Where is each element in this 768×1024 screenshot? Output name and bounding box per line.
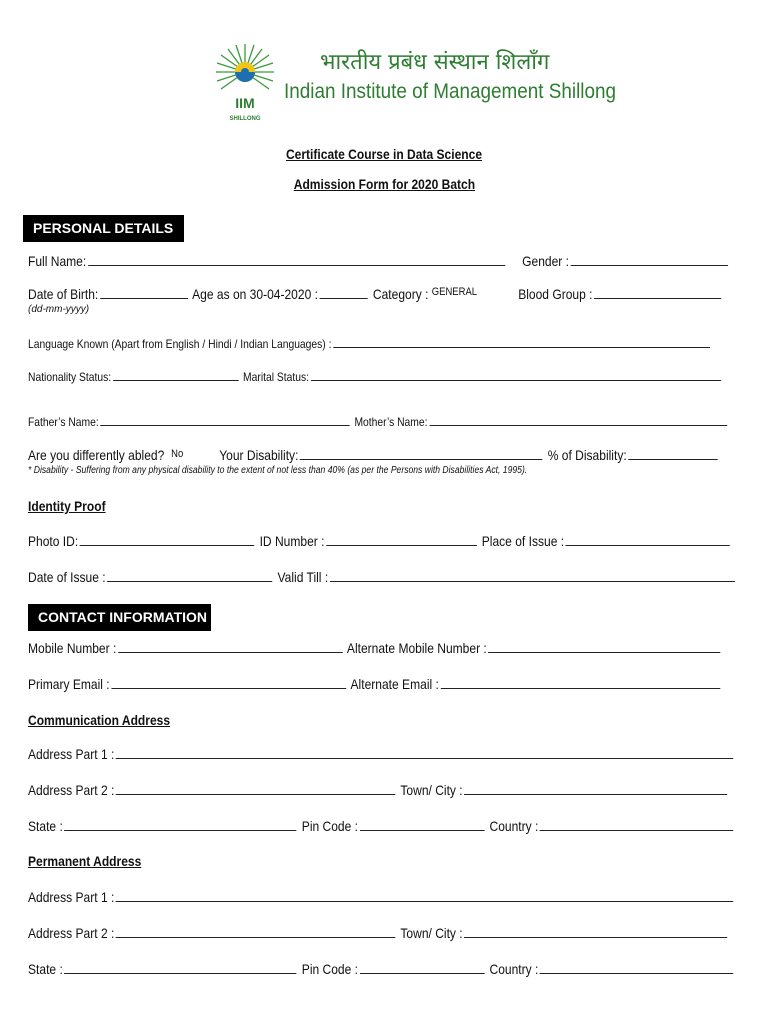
alt-mobile-field[interactable] xyxy=(489,640,721,653)
blood-group-field[interactable] xyxy=(594,286,721,299)
nationality-row xyxy=(28,368,723,385)
language-row xyxy=(28,335,712,352)
dob-field[interactable] xyxy=(100,286,188,299)
gender-label: Gender : xyxy=(522,253,569,269)
email-row xyxy=(28,676,722,692)
logo-text: IIM xyxy=(235,95,255,111)
nationality-field[interactable] xyxy=(113,368,239,381)
photo-id-field[interactable] xyxy=(80,533,255,546)
photo-id-label: Photo ID: xyxy=(28,533,79,549)
place-of-issue-label: Place of Issue : xyxy=(481,533,565,549)
language-label: Language Known (Apart from English / Hindi / Indian Languages) : xyxy=(28,337,332,351)
pct-disability-label: % of Disability: xyxy=(547,447,627,463)
perm-addr1-label: Address Part 1 : xyxy=(28,889,115,905)
perm-pin-label: Pin Code : xyxy=(301,961,359,977)
gender-field[interactable] xyxy=(571,253,728,266)
language-field[interactable] xyxy=(333,335,710,348)
dob-label: Date of Birth: xyxy=(28,286,99,302)
dob-row xyxy=(28,286,723,304)
comm-country-label: Country : xyxy=(489,818,539,834)
mobile-field[interactable] xyxy=(118,640,342,653)
perm-addr2-field[interactable] xyxy=(116,925,396,938)
blood-group-label: Blood Group : xyxy=(518,286,593,302)
nationality-label: Nationality Status: xyxy=(28,370,112,384)
category-label: Category : xyxy=(372,286,429,302)
valid-till-label: Valid Till : xyxy=(277,569,329,585)
perm-state-row xyxy=(28,961,735,977)
age-label: Age as on 30-04-2020 : xyxy=(192,286,318,302)
differently-abled-label: Are you differently abled? xyxy=(28,447,165,463)
perm-pin-field[interactable] xyxy=(360,961,485,974)
perm-country-field[interactable] xyxy=(540,961,734,974)
differently-abled-value[interactable]: No xyxy=(171,448,184,460)
comm-state-field[interactable] xyxy=(65,818,297,831)
full-name-field[interactable] xyxy=(88,253,505,266)
date-of-issue-label: Date of Issue : xyxy=(28,569,106,585)
logo-subtext: SHILLONG xyxy=(229,116,261,122)
personal-details-heading: PERSONAL DETAILS xyxy=(23,215,184,242)
alt-email-field[interactable] xyxy=(441,676,721,689)
institute-name-english: Indian Institute of Management Shillong xyxy=(284,80,617,103)
perm-country-label: Country : xyxy=(489,961,539,977)
photo-id-row xyxy=(28,533,732,549)
comm-pin-field[interactable] xyxy=(360,818,485,831)
your-disability-label: Your Disability: xyxy=(219,447,299,463)
perm-addr1-field[interactable] xyxy=(116,889,733,902)
institute-name-hindi: भारतीय प्रबंध संस्थान शिलाँग xyxy=(320,50,550,75)
father-name-field[interactable] xyxy=(100,413,349,426)
comm-addr2-field[interactable] xyxy=(116,782,396,795)
mobile-label: Mobile Number : xyxy=(28,640,117,656)
dob-format-hint: (dd-mm-yyyy) xyxy=(28,304,90,315)
primary-email-label: Primary Email : xyxy=(28,676,110,692)
comm-country-field[interactable] xyxy=(540,818,734,831)
perm-state-field[interactable] xyxy=(65,961,297,974)
alt-email-label: Alternate Email : xyxy=(350,676,439,692)
marital-status-field[interactable] xyxy=(311,368,721,381)
comm-addr1-row xyxy=(28,746,735,762)
date-of-issue-field[interactable] xyxy=(107,569,272,582)
iim-shillong-logo xyxy=(214,42,276,124)
form-title: Admission Form for 2020 Batch xyxy=(293,176,475,192)
mobile-row xyxy=(28,640,722,656)
comm-town-label: Town/ City : xyxy=(400,782,463,798)
course-title: Certificate Course in Data Science xyxy=(285,146,483,162)
perm-addr2-row xyxy=(28,925,729,941)
perm-town-field[interactable] xyxy=(464,925,727,938)
comm-addr2-row xyxy=(28,782,729,798)
full-name-label: Full Name: xyxy=(28,253,87,269)
mother-name-label: Mother’s Name: xyxy=(354,415,428,429)
disability-row xyxy=(28,447,720,465)
father-name-label: Father’s Name: xyxy=(28,415,99,429)
contact-information-heading: CONTACT INFORMATION xyxy=(28,604,211,631)
permanent-address-heading: Permanent Address xyxy=(28,853,142,869)
perm-town-label: Town/ City : xyxy=(400,925,463,941)
comm-town-field[interactable] xyxy=(464,782,727,795)
marital-status-label: Marital Status: xyxy=(243,370,310,384)
category-value[interactable]: GENERAL xyxy=(431,286,478,298)
comm-pin-label: Pin Code : xyxy=(301,818,359,834)
full-name-row xyxy=(28,253,730,269)
perm-addr2-label: Address Part 2 : xyxy=(28,925,115,941)
comm-state-label: State : xyxy=(28,818,63,834)
primary-email-field[interactable] xyxy=(111,676,346,689)
comm-addr2-label: Address Part 2 : xyxy=(28,782,115,798)
communication-address-heading: Communication Address xyxy=(28,712,171,728)
perm-state-label: State : xyxy=(28,961,63,977)
parents-row xyxy=(28,413,728,430)
comm-addr1-field[interactable] xyxy=(116,746,733,759)
comm-state-row xyxy=(28,818,735,834)
identity-proof-heading: Identity Proof xyxy=(28,498,106,514)
id-number-label: ID Number : xyxy=(259,533,325,549)
id-number-field[interactable] xyxy=(326,533,477,546)
disability-note: * Disability - Suffering from any physical disability to the extent of not less than 40% (as per the Persons with Disabilities Act, 1995). xyxy=(28,465,528,476)
place-of-issue-field[interactable] xyxy=(566,533,730,546)
comm-addr1-label: Address Part 1 : xyxy=(28,746,115,762)
age-field[interactable] xyxy=(320,286,368,299)
pct-disability-field[interactable] xyxy=(628,447,717,460)
date-of-issue-row xyxy=(28,569,737,585)
mother-name-field[interactable] xyxy=(429,413,727,426)
valid-till-field[interactable] xyxy=(330,569,735,582)
perm-addr1-row xyxy=(28,889,735,905)
alt-mobile-label: Alternate Mobile Number : xyxy=(346,640,487,656)
your-disability-field[interactable] xyxy=(300,447,543,460)
